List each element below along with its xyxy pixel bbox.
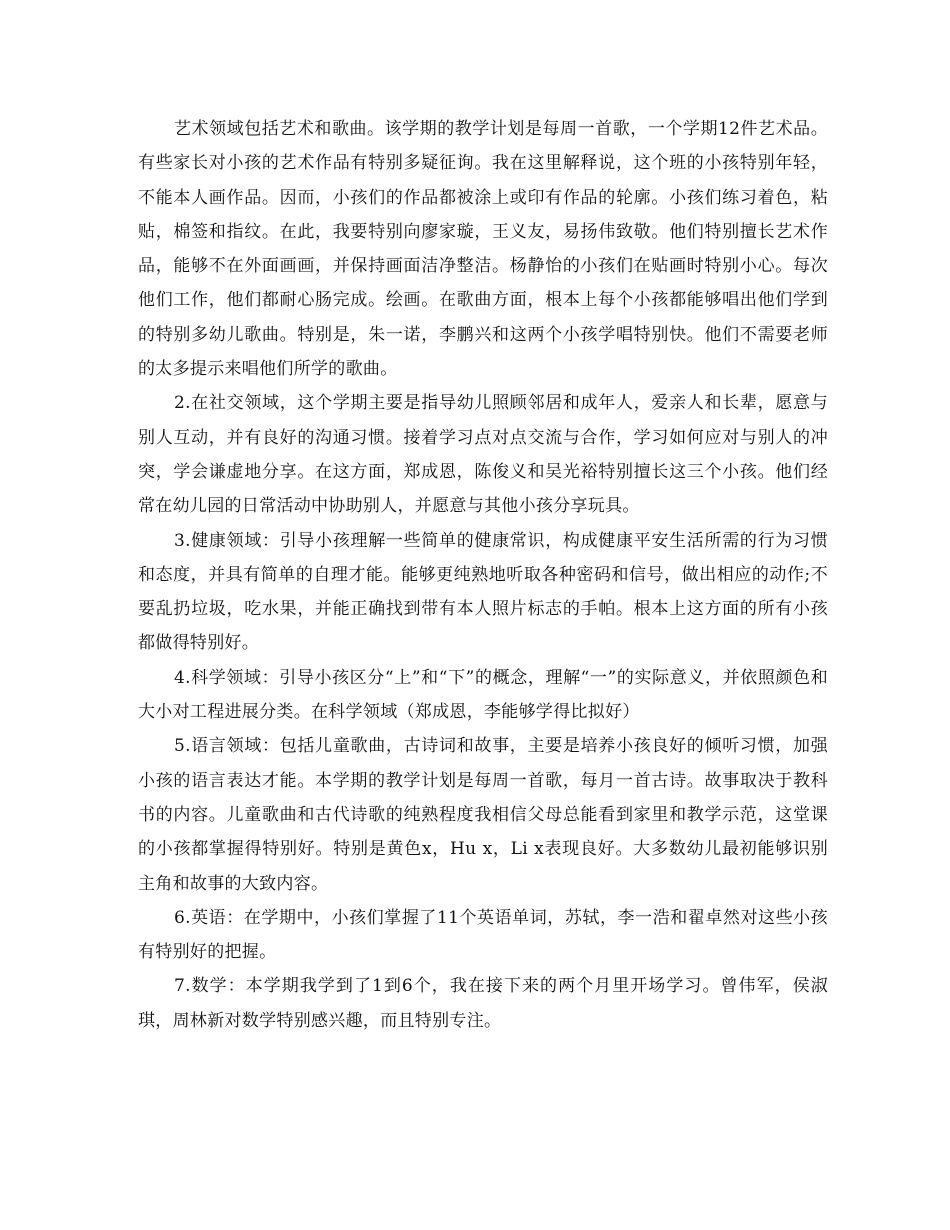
paragraph-math: 7.数学：本学期我学到了1到6个，我在接下来的两个月里开场学习。曾伟军，侯淑琪，周林新对数学特别感兴趣，而且特别专注。	[138, 976, 828, 1031]
paragraph-art: 艺术领域包括艺术和歌曲。该学期的教学计划是每周一首歌，一个学期12件艺术品。有些家长对小孩的艺术作品有特别多疑征询。我在这里解释说，这个班的小孩特别年轻，不能本人画作品。因而，小孩们的作品都被涂上或印有作品的轮廓。小孩们练习着色，粘贴，棉签和指纹。在此，我要特别向廖家璇，王义友，易扬伟致敬。他们特别擅长艺术作品，能够不在外面画画，并保持画面洁净整洁。杨静怡的小孩们在贴画时特别小心。每次他们工作，他们都耐心肠完成。绘画。在歌曲方面，根本上每个小孩都能够唱出他们学到的特别多幼儿歌曲。特别是，朱一诺，李鹏兴和这两个小孩学唱特别快。他们不需要老师的太多提示来唱他们所学的歌曲。	[138, 119, 828, 380]
paragraph-social: 2.在社交领域，这个学期主要是指导幼儿照顾邻居和成年人，爱亲人和长辈，愿意与别人互动，并有良好的沟通习惯。接着学习点对点交流与合作，学习如何应对与别人的冲突，学会谦虚地分享。在这方面，郑成恩，陈俊义和吴光裕特别擅长这三个小孩。他们经常在幼儿园的日常活动中协助别人，并愿意与其他小孩分享玩具。	[138, 393, 828, 517]
paragraph-english: 6.英语：在学期中，小孩们掌握了11个英语单词，苏轼，李一浩和翟卓然对这些小孩有特别好的把握。	[138, 907, 828, 963]
paragraph-science: 4.科学领域：引导小孩区分“上”和“下”的概念，理解“一”的实际意义，并依照颜色和大小对工程进展分类。在科学领域（郑成恩，李能够学得比拟好）	[138, 667, 828, 723]
paragraph-health: 3.健康领域：引导小孩理解一些简单的健康常识，构成健康平安生活所需的行为习惯和态度，并具有简单的自理才能。能够更纯熟地听取各种密码和信号，做出相应的动作;不要乱扔垃圾，吃水果，并能正确找到带有本人照片标志的手帕。根本上这方面的所有小孩都做得特别好。	[138, 530, 828, 654]
paragraph-language: 5.语言领域：包括儿童歌曲，古诗词和故事，主要是培养小孩良好的倾听习惯，加强小孩的语言表达才能。本学期的教学计划是每周一首歌，每月一首古诗。故事取决于教科书的内容。儿童歌曲和古代诗歌的纯熟程度我相信父母总能看到家里和教学示范，这堂课的小孩都掌握得特别好。特别是黄色x，Hu x，Li x表现良好。大多数幼儿最初能够识别主角和故事的大致内容。	[138, 736, 828, 894]
document-body	[138, 112, 828, 1038]
